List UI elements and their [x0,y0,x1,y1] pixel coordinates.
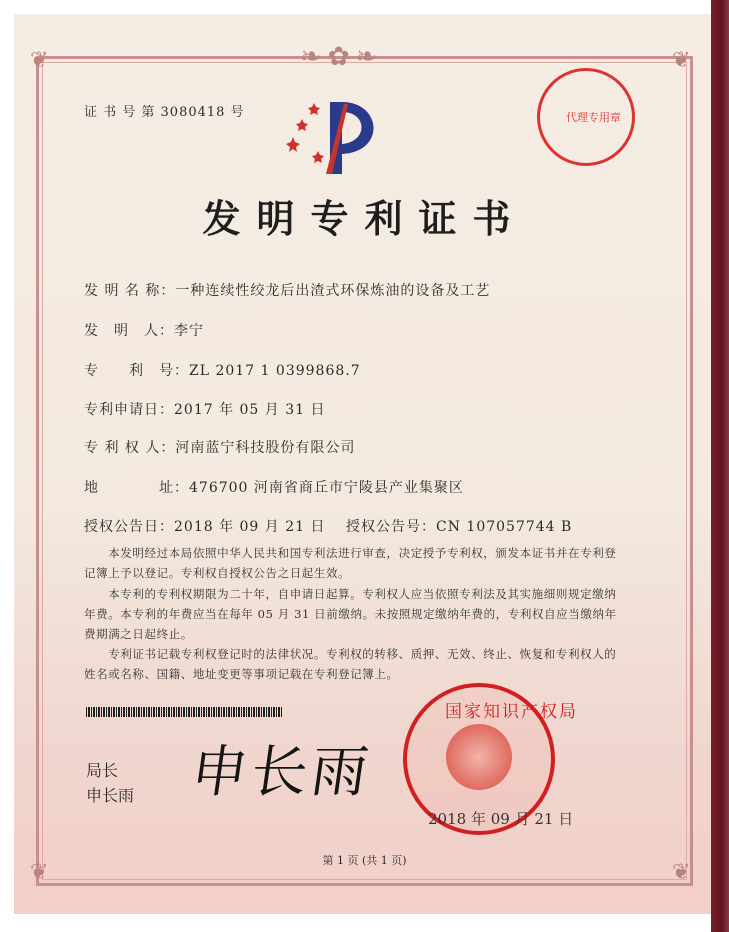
field-label: 发 明 人： [84,323,174,339]
agency-seal [537,68,635,166]
national-emblem-icon [446,724,512,790]
field-patentee [84,437,355,457]
barcode [86,707,282,717]
field-label: 专 利 号： [84,363,189,379]
folder-edge [711,0,729,932]
director-name: 申长雨 [86,786,135,805]
field-invention-name [84,280,490,300]
paragraph-legal-status: 专利证书记载专利权登记时的法律状况。专利权的转移、质押、无效、终止、恢复和专利权人的姓名或名称、国籍、地址变更等事项记载在专利登记簿上。 [84,647,617,681]
field-value: 李宁 [174,323,204,339]
page-title: 发明专利证书 [202,196,527,241]
corner-ornament-icon: ❦ [30,860,49,885]
field-value: 河南蓝宁科技股份有限公司 [175,440,356,456]
paragraph-grant-notice: 本发明经过本局依照中华人民共和国专利法进行审查，决定授予专利权，颁发本证书并在专利登记簿上予以登记。专利权自授权公告之日起生效。 [84,546,617,580]
field-label: 地 址： [84,480,189,496]
director-title: 局长 [86,761,119,780]
field-value: ZL 2017 1 0399868.7 [189,363,361,379]
corner-ornament-icon: ❦ [30,48,49,73]
field-grant-date [84,516,326,536]
field-label: 专 利 权 人： [84,440,176,456]
office-seal-text: 国家知识产权局 [445,702,578,722]
paragraph-term-notice: 本专利的专利权期限为二十年，自申请日起算。专利权人应当依照专利法及其实施细则规定缴纳年费。本专利的年费应当在每年 05 月 31 日前缴纳。未按照规定缴纳年费的，专利权自应当缴纳年费期满之日起终止。 [84,587,617,641]
field-label: 授权公告号： [346,519,436,535]
field-value: 一种连续性绞龙后出渣式环保炼油的设备及工艺 [175,283,491,299]
corner-ornament-icon: ❦ [672,48,691,73]
field-inventor [84,320,204,340]
field-value: CN 107057744 B [436,519,573,535]
patent-office-logo-icon [282,94,392,178]
page-number: 第 1 页 (共 1 页) [322,854,407,867]
agency-seal-text: 代理专用章 [566,111,621,124]
field-label: 专利申请日： [84,402,174,418]
top-ornament-icon: ❧✿❧ [300,42,384,72]
field-label: 发 明 名 称： [84,283,176,299]
field-label: 授权公告日： [84,519,174,535]
director-signature: 申长雨 [186,740,376,805]
corner-ornament-icon: ❦ [672,860,691,885]
field-address [84,477,464,497]
field-value: 2017 年 05 月 31 日 [174,402,326,418]
certificate-number: 证 书 号 第 3080418 号 [84,105,245,120]
field-application-date [84,399,326,419]
field-grant-number [346,516,572,536]
field-patent-number [84,360,361,380]
field-value: 476700 河南省商丘市宁陵县产业集聚区 [189,480,464,496]
seal-date: 2018 年 09 月 21 日 [428,810,574,828]
field-value: 2018 年 09 月 21 日 [174,519,326,535]
